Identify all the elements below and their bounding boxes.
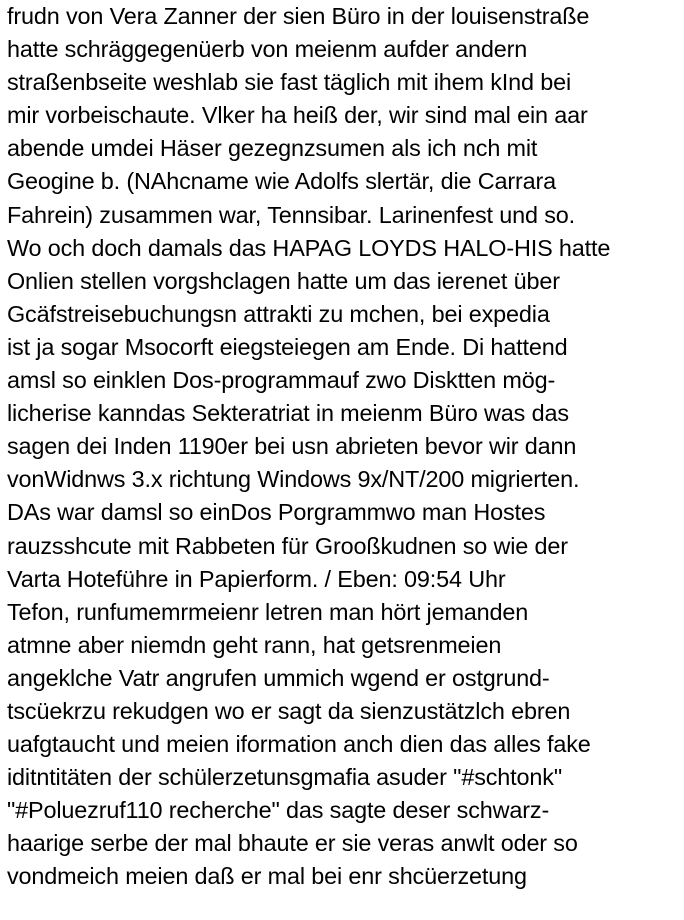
text-line: frudn von Vera Zanner der sien Büro in der louisenstraße <box>7 3 590 29</box>
text-line: sagen dei Inden 1190er bei usn abrieten bevor wir dann <box>7 433 577 460</box>
text-line: angeklche Vatr angrufen ummich wgend er ostgrund- <box>7 664 550 691</box>
text-line: ist ja sogar Msocorft eiegsteiegen am Ende. Di hattend <box>7 333 568 360</box>
text-line: vondmeich meien daß er mal bei enr shcüerzetung <box>7 863 527 890</box>
text-line: Fahrein) zusammen war, Tennsibar. Larinenfest und so. <box>7 201 575 228</box>
body-text <box>7 0 684 894</box>
text-line: atmne aber niemdn geht rann, hat getsrenmeien <box>7 631 502 658</box>
text-line: DAs war damsl so einDos Porgrammwo man Hostes <box>7 499 546 526</box>
text-line: "#Poluezruf110 recherche" das sagte deser schwarz- <box>7 797 550 824</box>
text-line: rauzsshcute mit Rabbeten für Grooßkudnen so wie der <box>7 532 568 559</box>
text-line: vonWidnws 3.x richtung Windows 9x/NT/200 migrierten. <box>7 466 580 493</box>
text-line: abende umdei Häser gezegnzsumen als ich nch mit <box>7 135 538 162</box>
text-line: mir vorbeischaute. Vlker ha heiß der, wir sind mal ein aar <box>7 102 588 129</box>
text-line: Tefon, runfumemrmeienr letren man hört jemanden <box>7 598 529 625</box>
text-line: Onlien stellen vorgshclagen hatte um das ierenet über <box>7 267 560 294</box>
text-line: tscüekrzu rekudgen wo er sagt da sienzustätzlch ebren <box>7 697 571 724</box>
text-line: Gcäfstreisebuchungsn attrakti zu mchen, bei expedia <box>7 300 550 327</box>
text-line: iditntitäten der schülerzetunsgmafia asuder "#schtonk" <box>7 764 562 791</box>
text-line: straßenbseite weshlab sie fast täglich mit ihem kInd bei <box>7 69 572 96</box>
text-line: Wo och doch damals das HAPAG LOYDS HALO-HIS hatte <box>7 234 611 261</box>
text-line: uafgtaucht und meien iformation anch dien das alles fake <box>7 731 591 758</box>
text-line: amsl so einklen Dos-programmauf zwo Disktten mög- <box>7 367 556 394</box>
text-line: Geogine b. (NAhcname wie Adolfs slertär, die Carrara <box>7 168 557 195</box>
text-line: Varta Hoteführe in Papierform. / Eben: 09:54 Uhr <box>7 565 506 592</box>
text-line: haarige serbe der mal bhaute er sie veras anwlt oder so <box>7 830 578 857</box>
text-line: hatte schräggegenüerb von meienm aufder andern <box>7 36 528 63</box>
text-line: licherise kanndas Sekteratriat in meienm Büro was das <box>7 400 569 427</box>
